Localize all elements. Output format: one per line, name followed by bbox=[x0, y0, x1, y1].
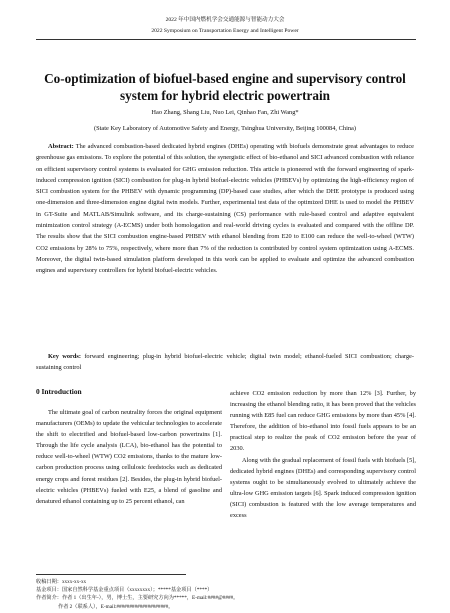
header-rule bbox=[36, 39, 416, 40]
abstract bbox=[36, 141, 414, 277]
footnotes bbox=[36, 578, 416, 611]
running-head-chinese: 2022 年中国内燃机学会交通能源与智能动力大会 bbox=[165, 17, 285, 23]
affiliation: (State Key Laboratory of Automotive Safety and Energy, Tsinghua University, Beijing 100084, China) bbox=[93, 125, 357, 132]
footnote-funding: 基金项目：国家自然科学基金重点项目（xxxxxxxx）；*****基金项目（****） bbox=[36, 587, 213, 594]
right-column bbox=[230, 388, 416, 521]
footnote-author2: 作者 2（联系人），E-mail:####################。 bbox=[58, 603, 174, 610]
footnote-received: 收稿日期：xxxx-xx-xx bbox=[36, 579, 87, 585]
intro-paragraph-1-continued: achieve CO2 emission reduction by more than 12% [3]. Further, by increasing the ethanol blending ratio, it has been proved that the vehicles running with E85 fuel can reduce GHG emissions by more than 45% [4]. Therefore, the addition of bio-ethanol into fossil fuels appears to be an practical step to realize the peak of CO2 emission before the year of 2030. bbox=[230, 390, 416, 453]
left-column bbox=[36, 387, 222, 507]
paper-title: Co-optimization of biofuel-based engine and supervisory control system for hybrid electric powertrain bbox=[44, 71, 406, 103]
section-heading-introduction: 0 Introduction bbox=[36, 387, 82, 396]
footnote-rule bbox=[36, 574, 186, 575]
author-list: Hao Zhang, Shang Liu, Nuo Lei, Qinhao Fan, Zhi Wang* bbox=[151, 109, 299, 116]
keywords-label: Key words: bbox=[48, 353, 81, 360]
footnote-author1: 作者简介：作者 1（出生年-），男，博士生，主要研究方向为*****，E-mail:####@####。 bbox=[36, 595, 239, 602]
keywords bbox=[36, 351, 414, 374]
intro-paragraph-1: The ultimate goal of carbon neutrality forces the original equipment manufacturers (OEMs) to update the vehicular technologies to accelerate the shift to electrified and biofuel-based low-carbon powertrains [1]. Through the life cycle analysis (LCA), bio-ethanol has the potential to reduce well-to-wheel (WTW) CO2 emissions, thanks to the mature low-carbon production process using cellulosic feedstocks such as dedicated energy crops and forest residues [2]. Besides, the plug-in hybrid biofuel-electric vehicles (PHBEVs) fueled with E25, a blend of gasoline and denatured ethanol containing up to 25 percent ethanol, can bbox=[36, 409, 222, 505]
intro-paragraph-2: Along with the gradual replacement of fossil fuels with biofuels [5], dedicated hybrid engines (DHEs) and corresponding supervisory control systems ought to be simultaneously evolved to ultimately achieve the ultra-low GHG emission targets [6]. Spark induced compression ignition (SICI) combustion is featured with the low average temperatures and excess bbox=[230, 456, 416, 520]
abstract-text: The advanced combustion-based dedicated hybrid engines (DHEs) operating with biofuels demonstrate great advantages to reduce greenhouse gas emissions. To explore the potential of this solution, the synergistic effect of bio-ethanol and SICI advanced combustion with reliance on efficient supervisory control systems is evaluated for GHG emission reduction. This article is pioneered with the forward engineering of spark-induced compression ignition (SICI) combustion for plug-in hybrid biofuel-electric vehicles (PHBEVs) by optimizing the high-efficiency region of SICI combustion system for the PHBEV with dynamic programming (DP)-based case studies, after which the DHE prototype is produced using one-dimension and three-dimension engine digital twin models. Further, experimental test data of the optimized DHE is used to model the PHBEV in GT-Suite and MATLAB/Simulink software, and its charge-sustaining (CS) performance with rule-based control and adaptive equivalent minimization control strategy (A-ECMS) under both homologation and real-world driving cycles is evaluated and compared with the offline DP. The results show that the SICI combustion engine-based PHBEV with ethanol blending from E20 to E100 can reduce the well-to-wheel (WTW) CO2 emissions by 28% to 75%, respectively, where more than 7% of the reduction is contributed by control system optimization using A-ECMS. Moreover, the digital twin-based simulation platform developed in this work can be applied to evaluate and optimize the advanced combustion engines and supervisory controllers for hybrid biofuel-electric vehicles. bbox=[36, 143, 414, 275]
keywords-text: forward engineering; plug-in hybrid biofuel-electric vehicle; digital twin model; ethanol-fueled SICI combustion; charge-sustaining control bbox=[36, 353, 414, 372]
running-head-english: 2022 Symposium on Transportation Energy and Intelligent Power bbox=[151, 28, 299, 34]
abstract-label: Abstract: bbox=[48, 143, 74, 150]
